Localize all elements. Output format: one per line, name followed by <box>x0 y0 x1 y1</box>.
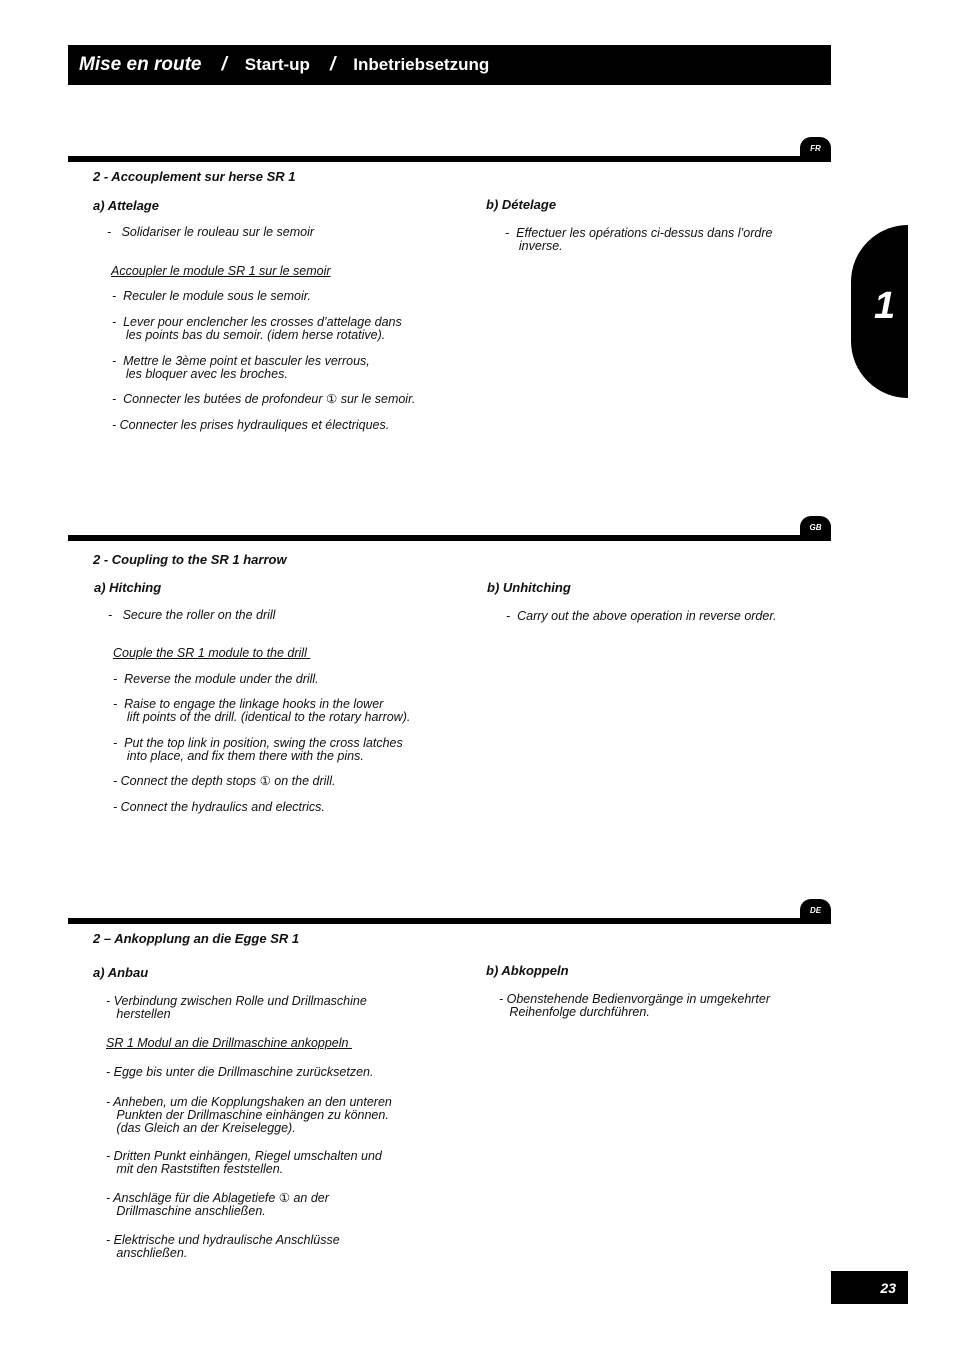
list-item: - Anschläge für die Ablagetiefe ① an der Drillmaschine anschließen. <box>106 1191 329 1218</box>
list-item: - Anheben, um die Kopplungshaken an den unteren Punkten der Drillmaschine einhängen zu können. (das Gleich an der Kreiselegge). <box>106 1095 392 1135</box>
header-title-de: Inbetriebsetzung <box>353 55 490 74</box>
section-rule-gb <box>68 535 831 541</box>
list-item: - Put the top link in position, swing the cross latches into place, and fix them there with the pins. <box>113 736 403 763</box>
section-title-de: 2 – Ankopplung an die Egge SR 1 <box>93 931 300 946</box>
list-item: - Carry out the above operation in reverse order. <box>506 609 777 623</box>
section-rule-de <box>68 918 831 924</box>
heading-attelage: a) Attelage <box>93 198 159 213</box>
list-item: - Secure the roller on the drill <box>108 608 276 622</box>
list-item: - Elektrische und hydraulische Anschlüsse anschließen. <box>106 1233 340 1260</box>
list-item: - Dritten Punkt einhängen, Riegel umschalten und mit den Raststiften feststellen. <box>106 1149 382 1176</box>
chapter-number: 1 <box>874 285 896 327</box>
list-item: - Effectuer les opérations ci-dessus dans l’ordre inverse. <box>505 226 773 253</box>
lang-tab-gb: GB <box>800 516 831 538</box>
list-item: - Raise to engage the linkage hooks in the lower lift points of the drill. (identical to the rotary harrow). <box>113 697 411 724</box>
list-item: - Obenstehende Bedienvorgänge in umgekehrter Reihenfolge durchführen. <box>499 992 771 1019</box>
subheading-underlined: Couple the SR 1 module to the drill <box>113 646 311 660</box>
list-item: - Connect the depth stops ① on the drill. <box>113 774 336 788</box>
list-item: - Lever pour enclencher les crosses d’attelage dans les points bas du semoir. (idem herse rotative). <box>112 315 402 342</box>
section-rule-fr <box>68 156 831 162</box>
list-item: - Mettre le 3ème point et basculer les verrous, les bloquer avec les broches. <box>112 354 370 381</box>
page-number: 23 <box>831 1271 908 1304</box>
list-item: - Connecter les butées de profondeur ① sur le semoir. <box>112 392 416 406</box>
lang-tab-fr: FR <box>800 137 831 159</box>
header-separator: / <box>221 54 227 75</box>
list-item: - Verbindung zwischen Rolle und Drillmaschine herstellen <box>106 994 367 1021</box>
heading-hitching: a) Hitching <box>94 580 162 595</box>
heading-detelage: b) Dételage <box>486 197 557 212</box>
section-title-fr: 2 - Accouplement sur herse SR 1 <box>93 169 296 184</box>
list-item: - Connect the hydraulics and electrics. <box>113 800 325 814</box>
header-bar <box>68 45 831 85</box>
list-item: - Solidariser le rouleau sur le semoir <box>107 225 315 239</box>
list-item: - Connecter les prises hydrauliques et électriques. <box>112 418 390 432</box>
heading-anbau: a) Anbau <box>93 965 149 980</box>
heading-abkoppeln: b) Abkoppeln <box>486 963 569 978</box>
header-title-gb: Start-up <box>244 55 310 74</box>
header-title-fr: Mise en route <box>79 54 202 75</box>
subheading-underlined: SR 1 Modul an die Drillmaschine ankoppeln <box>106 1036 352 1050</box>
section-title-gb: 2 - Coupling to the SR 1 harrow <box>93 552 287 567</box>
list-item: - Egge bis unter die Drillmaschine zurücksetzen. <box>106 1065 374 1079</box>
heading-unhitching: b) Unhitching <box>487 580 571 595</box>
subheading-underlined: Accoupler le module SR 1 sur le semoir <box>111 264 331 278</box>
list-item: - Reverse the module under the drill. <box>113 672 319 686</box>
lang-tab-de: DE <box>800 899 831 921</box>
header-separator: / <box>329 54 336 75</box>
list-item: - Reculer le module sous le semoir. <box>112 289 311 303</box>
